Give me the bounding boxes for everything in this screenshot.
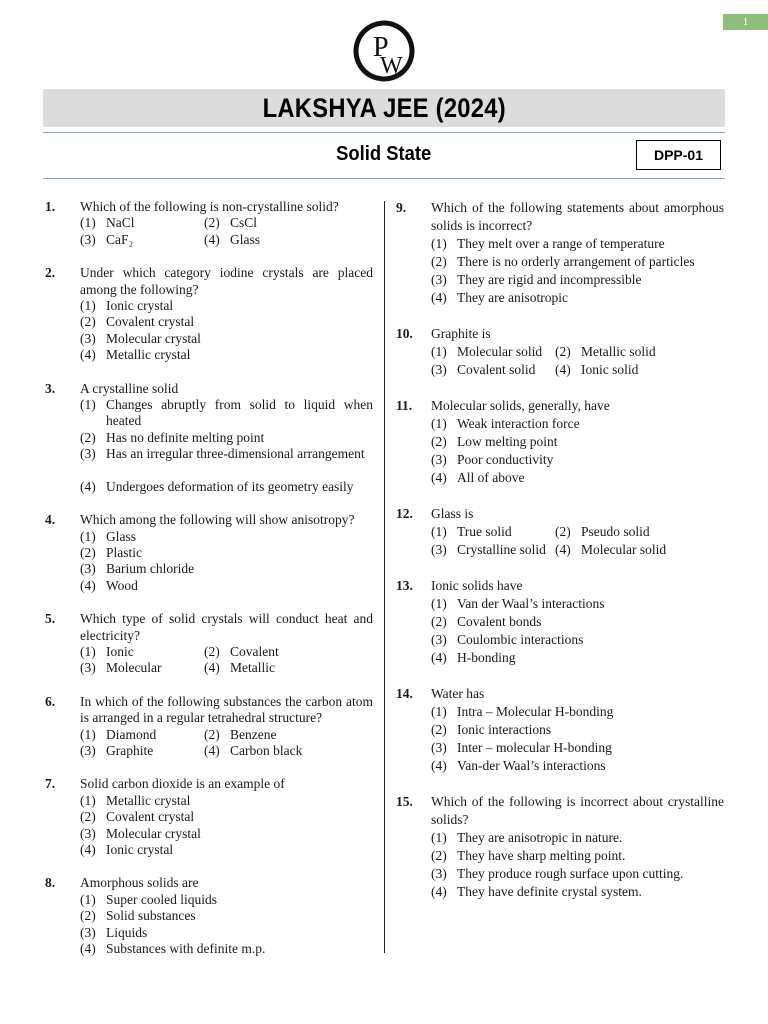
question-text: In which of the following substances the carbon atom is arranged in a regular tetrahedral structure? (80, 693, 373, 726)
svg-text:W: W (380, 53, 403, 79)
option: (1) Weak interaction force (431, 416, 580, 431)
question-15 (394, 793, 724, 901)
option: (3) Poor conductivity (431, 452, 554, 467)
option: (4) Wood (80, 577, 138, 593)
pw-logo-icon (353, 20, 415, 82)
option: (1) Glass (80, 528, 136, 544)
question-text: Molecular solids, generally, have (431, 398, 610, 413)
option: (4) Carbon black (204, 742, 303, 758)
column-divider (384, 201, 385, 953)
option: (1) Van der Waal’s interactions (431, 596, 605, 611)
option: (3) Crystalline solid (431, 542, 546, 557)
title-band (43, 89, 725, 127)
option: (3) Molecular crystal (80, 330, 201, 346)
question-number: 11. (396, 398, 413, 413)
option: (1) Diamond (80, 726, 157, 742)
question-text: Which of the following is non-crystalline solid? (80, 199, 339, 214)
subject-title: Solid State (336, 143, 432, 165)
option: (4) Substances with definite m.p. (80, 941, 266, 957)
option: (2) Covalent bonds (431, 614, 542, 629)
question-text: Amorphous solids are (80, 875, 199, 891)
question-8 (43, 875, 373, 957)
option: (1) Changes abruptly from solid to liquid when heated (80, 397, 373, 429)
option: (1) They melt over a range of temperature (431, 236, 665, 251)
option: (2) Covalent (204, 643, 279, 659)
question-number: 14. (396, 686, 413, 701)
option: (2) There is no orderly arrangement of particles (431, 254, 695, 269)
left-column (43, 199, 373, 957)
question-text: Graphite is (431, 326, 491, 341)
option: (3) Inter – molecular H-bonding (431, 740, 612, 755)
option: (2) Ionic interactions (431, 722, 552, 737)
question-9 (394, 199, 724, 307)
option: (4) They are anisotropic (431, 290, 568, 305)
option: (2) Solid substances (80, 908, 196, 924)
page-title: LAKSHYA JEE (2024) (262, 92, 506, 123)
question-12 (394, 505, 724, 559)
option: (1) Super cooled liquids (80, 891, 217, 907)
option: (2) Benzene (204, 726, 277, 742)
option: (4) Ionic solid (555, 362, 639, 377)
question-number: 8. (45, 875, 56, 891)
question-text: Which of the following statements about amorphous solids is incorrect? (431, 200, 724, 233)
option: (3) CaF₂ (80, 231, 134, 247)
option: (4) H-bonding (431, 650, 516, 665)
question-number: 10. (396, 326, 413, 341)
option: (4) All of above (431, 470, 525, 485)
question-number: 7. (45, 776, 56, 792)
question-text: Water has (431, 686, 485, 701)
question-number: 9. (396, 200, 407, 215)
question-number: 3. (45, 380, 56, 396)
option: (1) They are anisotropic in nature. (431, 830, 623, 845)
question-number: 5. (45, 611, 56, 627)
question-text: Ionic solids have (431, 578, 523, 593)
question-number: 13. (396, 578, 413, 593)
question-text: Which among the following will show anisotropy? (80, 512, 355, 528)
option: (1) Molecular solid (431, 344, 543, 359)
question-number: 1. (45, 199, 56, 214)
question-6 (43, 694, 373, 760)
divider-bottom (43, 178, 725, 179)
question-number: 15. (396, 794, 413, 809)
question-11 (394, 397, 724, 487)
question-3 (43, 381, 373, 495)
question-text: Under which category iodine crystals are placed among the following? (80, 265, 373, 297)
option: (2) Low melting point (431, 434, 558, 449)
option: (3) Liquids (80, 924, 148, 940)
option: (2) Covalent crystal (80, 809, 195, 825)
option: (2) Has no definite melting point (80, 429, 265, 445)
question-text: Which type of solid crystals will conduct heat and electricity? (80, 611, 373, 643)
question-2 (43, 265, 373, 363)
option: (4) Metallic (204, 660, 275, 676)
divider-top (43, 132, 725, 133)
question-10 (394, 325, 724, 379)
page-number: 1 (723, 14, 768, 30)
option: (4) Molecular solid (555, 542, 667, 557)
question-text: A crystalline solid (80, 380, 179, 396)
question-number: 6. (45, 693, 56, 709)
option: (1) Metallic crystal (80, 792, 191, 808)
option: (3) Graphite (80, 742, 154, 758)
option: (3) Molecular (80, 660, 162, 676)
option: (4) They have definite crystal system. (431, 884, 642, 899)
option: (2) Covalent crystal (80, 314, 195, 330)
svg-text:P: P (373, 32, 389, 63)
option: (2) Plastic (80, 544, 142, 560)
question-number: 12. (396, 506, 413, 521)
option: (2) They have sharp melting point. (431, 848, 626, 863)
option: (3) Coulombic interactions (431, 632, 584, 647)
option: (1) Ionic crystal (80, 298, 174, 314)
question-4 (43, 512, 373, 594)
option: (2) CsCl (204, 215, 258, 231)
option: (1) True solid (431, 524, 512, 539)
option: (3) Has an irregular three-dimensional arrangement (80, 446, 365, 462)
option: (4) Van-der Waal’s interactions (431, 758, 606, 773)
option: (1) Intra – Molecular H-bonding (431, 704, 614, 719)
option: (4) Metallic crystal (80, 347, 191, 363)
question-1 (43, 199, 373, 248)
option: (4) Undergoes deformation of its geometry easily (80, 478, 354, 494)
question-text: Which of the following is incorrect about crystalline solids? (431, 794, 724, 827)
question-5 (43, 611, 373, 677)
right-column (394, 199, 724, 901)
question-text: Solid carbon dioxide is an example of (80, 776, 285, 792)
option: (4) Ionic crystal (80, 842, 174, 857)
dpp-code-box: DPP-01 (636, 140, 721, 170)
option: (3) Covalent solid (431, 362, 536, 377)
question-number: 4. (45, 512, 56, 528)
question-7 (43, 776, 373, 858)
option: (3) They are rigid and incompressible (431, 272, 642, 287)
option: (3) Molecular crystal (80, 825, 201, 841)
question-13 (394, 577, 724, 667)
question-text: Glass is (431, 506, 474, 521)
option: (3) Barium chloride (80, 561, 195, 577)
option: (3) They produce rough surface upon cutting. (431, 866, 684, 881)
option: (4) Glass (204, 231, 260, 247)
question-14 (394, 685, 724, 775)
option: (1) NaCl (80, 215, 135, 231)
option: (1) Ionic (80, 643, 134, 659)
option: (2) Pseudo solid (555, 524, 650, 539)
option: (2) Metallic solid (555, 344, 656, 359)
question-number: 2. (45, 265, 56, 281)
